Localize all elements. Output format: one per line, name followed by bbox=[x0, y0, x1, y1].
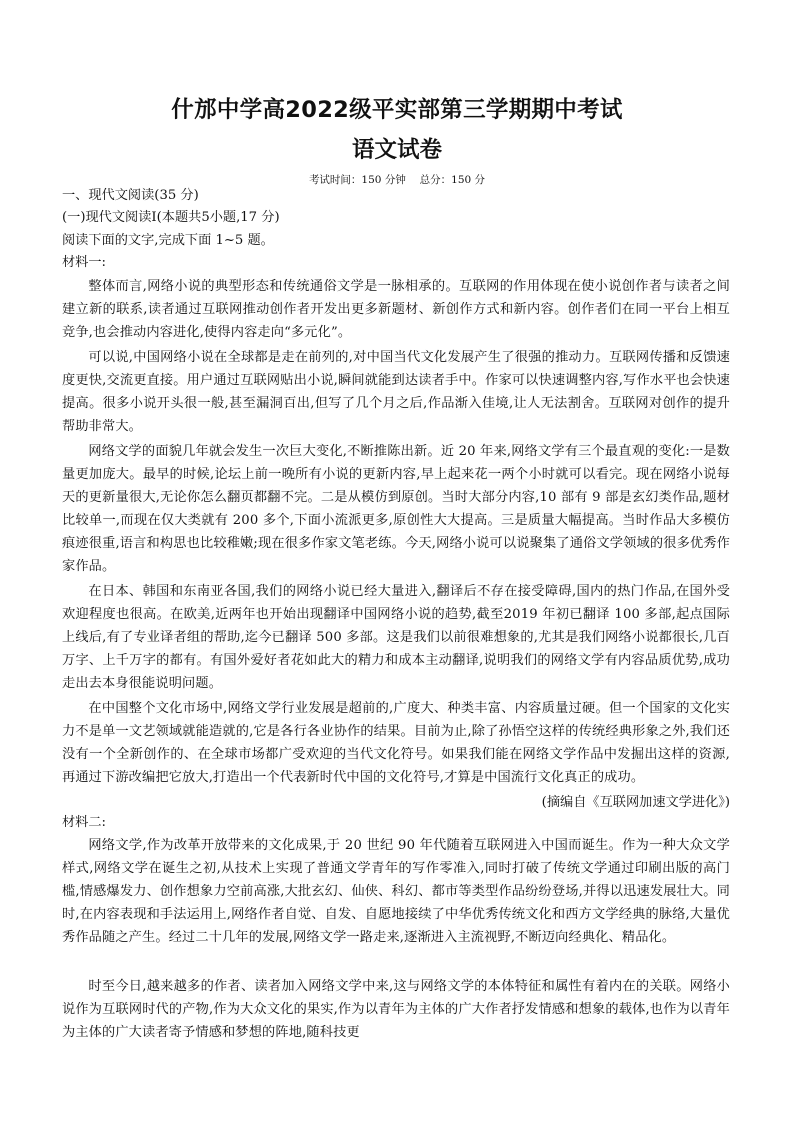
material-one-source: (摘编自《互联网加速文学进化》) bbox=[541, 795, 730, 810]
section-heading: 一、现代文阅读(35 分) bbox=[62, 188, 199, 203]
material-one-paragraph-2: 可以说,中国网络小说在全球都是走在前列的,对中国当代文化发展产生了很强的推动力。互联网传播和反馈速度更快,交流更直接。用户通过互联网贴出小说,瞬间就能到达读者手中。作家可以快速调整内容,写作水平也会快速提高。很多小说开头很一般,甚至漏洞百出,但写了几个月之后,作品渐入佳境,让人无法割舍。互联网对创作的提升帮助非常大。 bbox=[62, 350, 730, 434]
material-one-paragraph-1: 整体而言,网络小说的典型形态和传统通俗文学是一脉相承的。互联网的作用体现在使小说创作者与读者之间建立新的联系,读者通过互联网推动创作者开发出更多新题材、新创作方式和新内容。创作者们在同一平台上相互竞争,也会推动内容进化,使得内容走向“多元化”。 bbox=[62, 279, 730, 340]
material-two-label: 材料二: bbox=[62, 815, 107, 830]
exam-subtitle: 语文试卷 bbox=[351, 137, 442, 163]
material-one-paragraph-5: 在中国整个文化市场中,网络文学行业发展是超前的,广度大、种类丰富、内容质量过硬。但一个国家的文化实力不是单一文艺领域就能造就的,它是各行各业协作的结果。目前为止,除了孙悟空这样的传统经典形象之外,我们还没有一个全新创作的、在全球市场都广受欢迎的当代文化符号。如果我们能在网络文学作品中发掘出这样的资源,再通过下游改编把它放大,打造出一个代表新时代中国的文化符号,才算是中国流行文化真正的成功。 bbox=[62, 701, 730, 785]
sub-section-heading: (一)现代文阅读Ⅰ(本题共5小题,17 分) bbox=[62, 210, 280, 225]
material-two-paragraph-1: 网络文学,作为改革开放带来的文化成果,于 20 世纪 90 年代随着互联网进入中国而诞生。作为一种大众文学样式,网络文学在诞生之初,从技术上实现了普通文学青年的写作零准入,同时打破了传统文学通过印刷出版的高门槛,情感爆发力、创作想象力空前高涨,大批玄幻、仙侠、科幻、都市等类型作品纷纷登场,并得以迅速发展壮大。同时,在内容表现和手法运用上,网络作者自觉、自发、自愿地接续了中华优秀传统文化和西方文学经典的脉络,大量优秀作品随之产生。经过二十几年的发展,网络文学一路走来,逐渐进入主流视野,不断迈向经典化、精品化。 bbox=[62, 838, 730, 945]
material-one-paragraph-4: 在日本、韩国和东南亚各国,我们的网络小说已经大量进入,翻译后不存在接受障碍,国内的热门作品,在国外受欢迎程度也很高。在欧美,近两年也开始出现翻译中国网络小说的趋势,截至2019 年初已翻译 100 多部,起点国际上线后,有了专业译者组的帮助,迄今已翻译 500 多部。这是我们以前很难想象的,尤其是我们网络小说都很长,几百万字、上千万字的都有。有国外爱好者花如此大的精力和成本主动翻译,说明我们的网络文学有内容品质优势,成功走出去本身很能说明问题。 bbox=[62, 584, 730, 691]
exam-title: 什邡中学高2022级平实部第三学期期中考试 bbox=[171, 97, 623, 123]
material-two-paragraph-2: 时至今日,越来越多的作者、读者加入网络文学中来,这与网络文学的本体特征和属性有着内在的关联。网络小说作为互联网时代的产物,作为大众文化的果实,作为以青年为主体的广大作者抒发情感和想象的载体,也作为以青年为主体的广大读者寄予情感和梦想的阵地,随科技更 bbox=[62, 979, 730, 1040]
material-one-label: 材料一: bbox=[62, 255, 107, 270]
material-one-paragraph-3: 网络文学的面貌几年就会发生一次巨大变化,不断推陈出新。近 20 年来,网络文学有三个最直观的变化:一是数量更加庞大。最早的时候,论坛上前一晚所有小说的更新内容,早上起来花一两个小时就可以看完。现在网络小说每天的更新量很大,无论你怎么翻页都翻不完。二是从模仿到原创。当时大部分内容,10 部有 9 部是玄幻类作品,题材比较单一,而现在仅大类就有 200 多个,下面小流派更多,原创性大大提高。三是质量大幅提高。当时作品大多模仿痕迹很重,语言和构思也比较稚嫩;现在很多作家文笔老练。今天,网络小说可以说聚集了通俗文学领域的很多优秀作家作品。 bbox=[62, 444, 730, 574]
exam-info: 考试时间：150 分钟 总分：150 分 bbox=[308, 174, 486, 186]
instruction: 阅读下面的文字,完成下面 1~5 题。 bbox=[62, 233, 274, 248]
